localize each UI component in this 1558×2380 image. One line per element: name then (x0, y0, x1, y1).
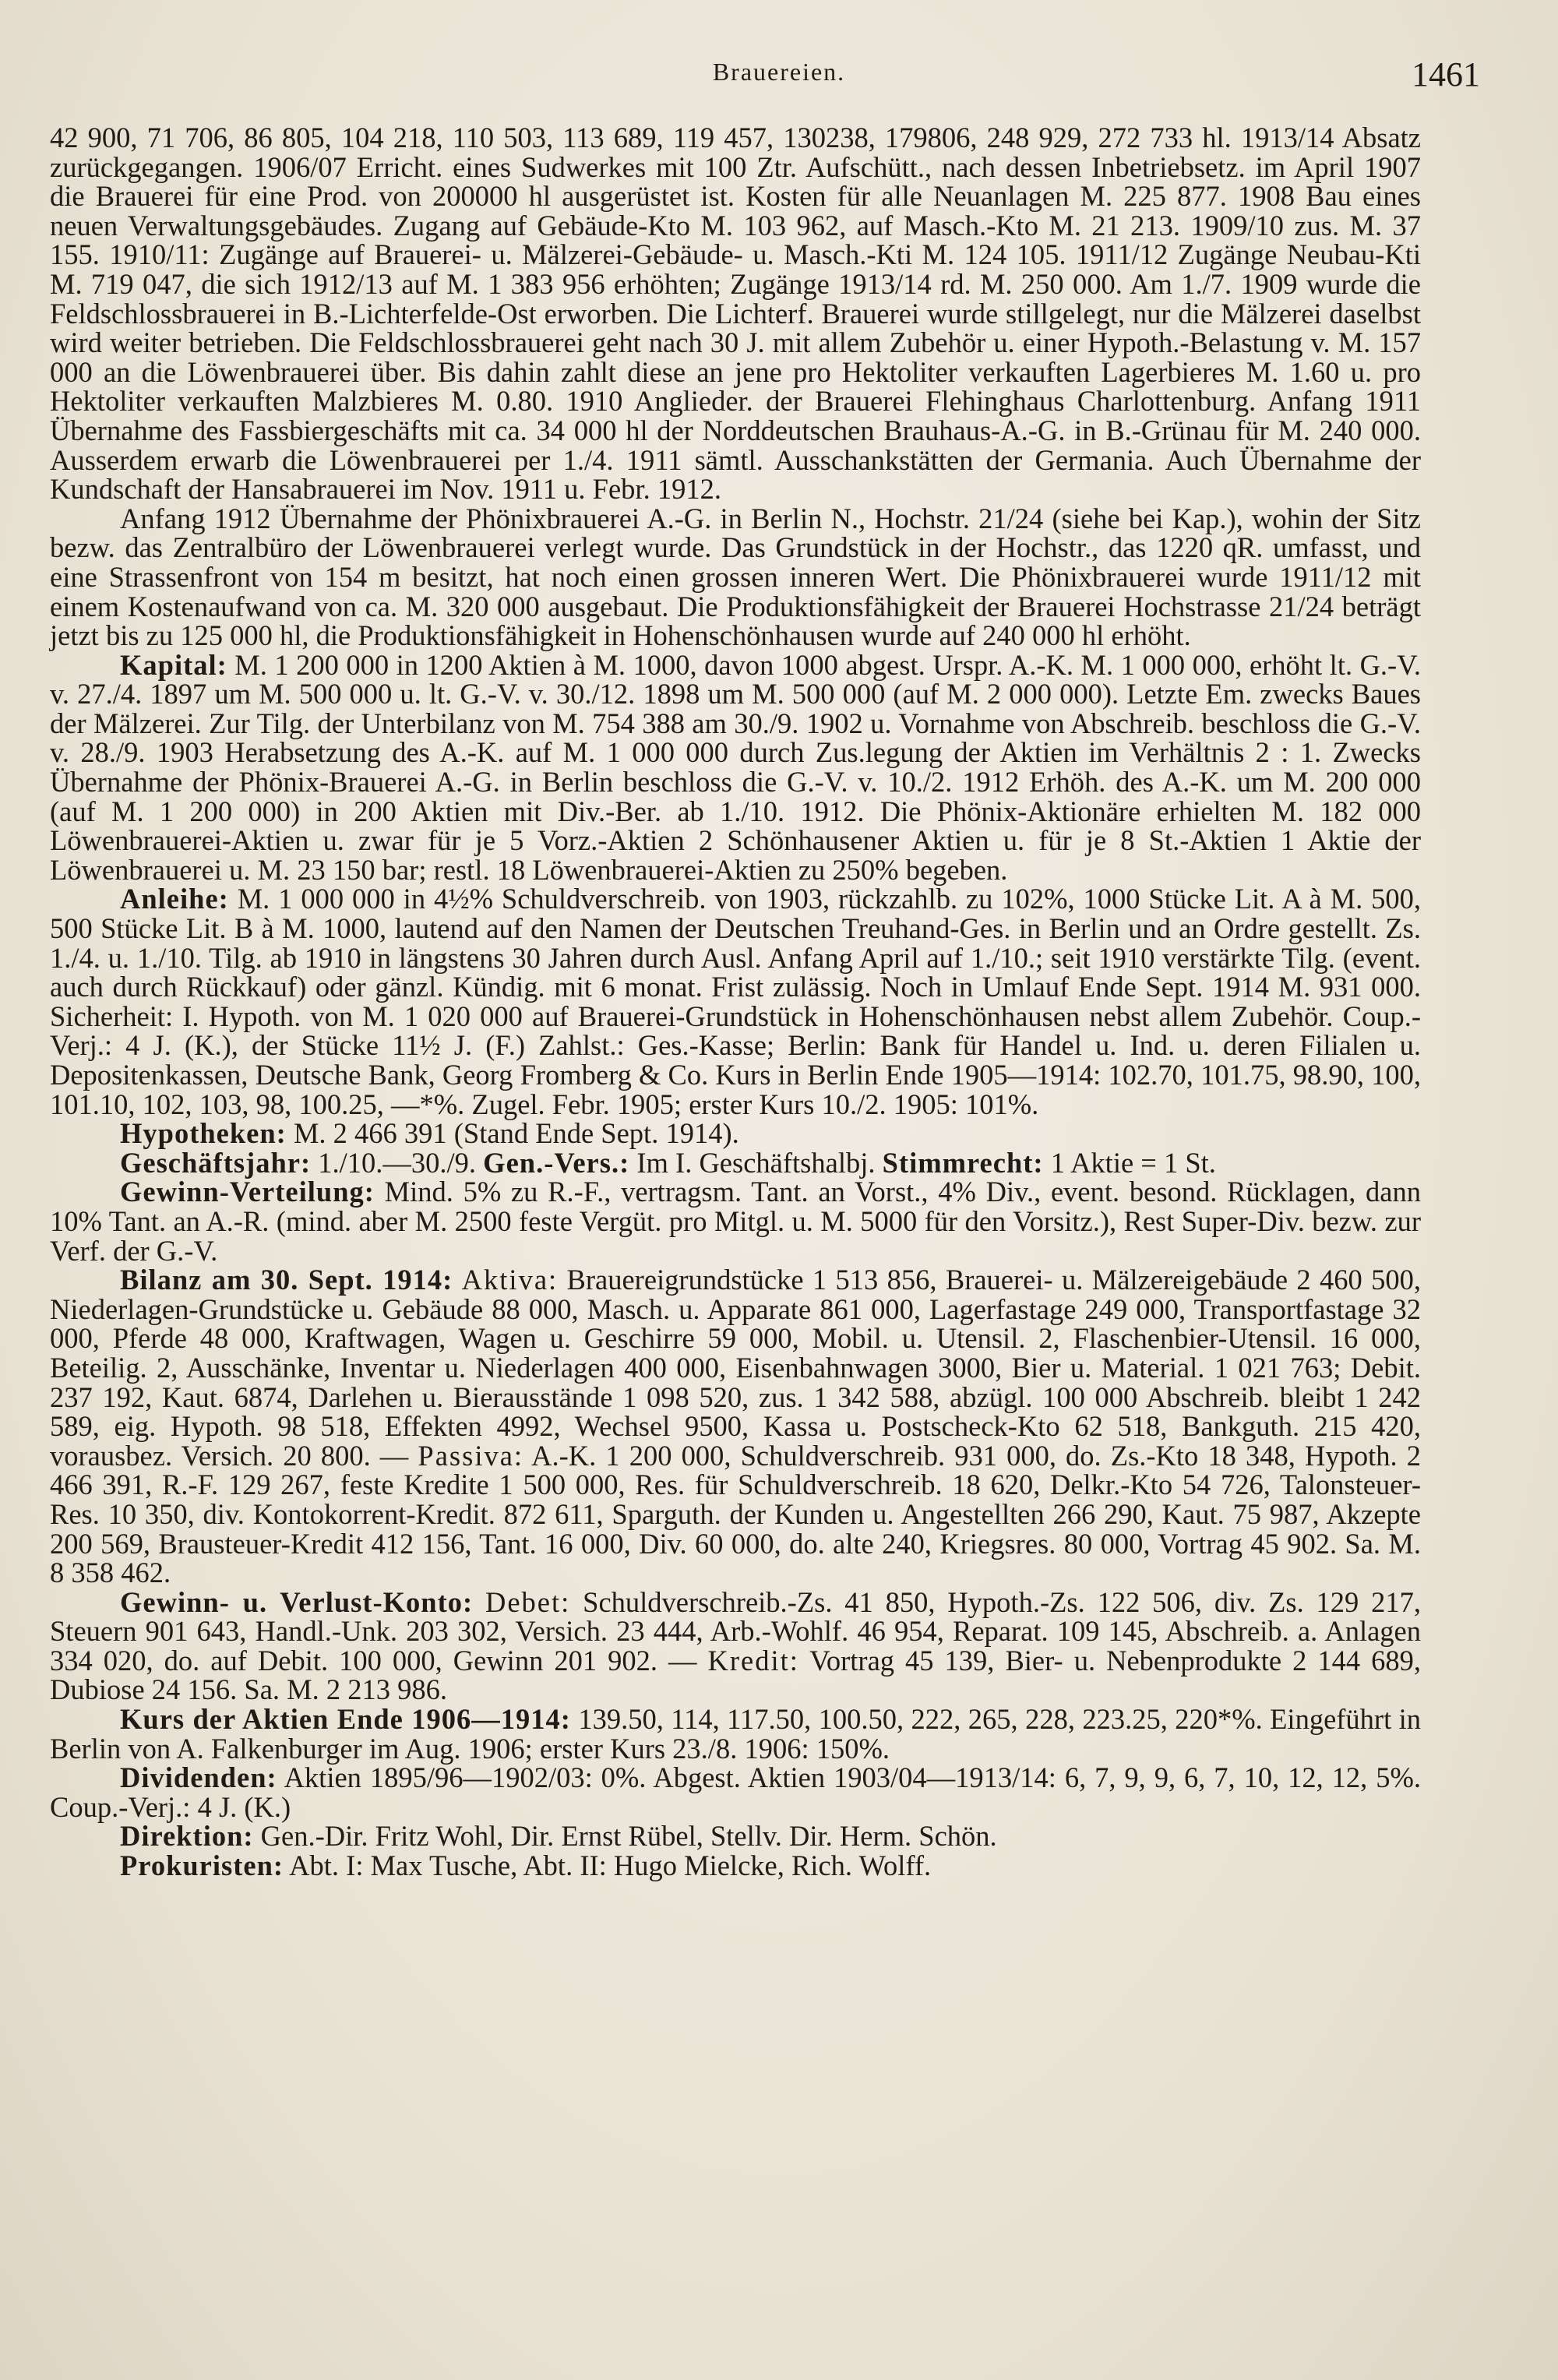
guv-debet-text: Schuldverschreib.-Zs. 41 850, Hypoth.-Zs. 122 506, div. Zs. 129 217, Steuern 901 643, Handl.-Unk. 203 302, Versich. 23 444, Arb.-Wohlf. 46 954, Reparat. 109 145, Abschreib. a. Anlagen 334 020, do. auf Debit. 100 000, Gewinn 201 902. — (50, 1585, 1422, 1677)
guv-debet-label: Debet: (485, 1585, 571, 1618)
section-kapital (50, 648, 1421, 886)
bilanz-aktiva-label: Aktiva: (461, 1264, 559, 1296)
section-bilanz (50, 1265, 1421, 1588)
page-header (47, 47, 1511, 101)
genvers-label: Gen.-Vers.: (483, 1146, 630, 1179)
section-gewinnverteilung (50, 1177, 1421, 1265)
stimmrecht-text: 1 Aktie = 1 St. (1050, 1146, 1216, 1179)
section-hypotheken (50, 1119, 1421, 1148)
section-guv (50, 1585, 1422, 1706)
geschaeftsjahr-label: Geschäftsjahr: (120, 1146, 312, 1179)
bilanz-aktiva-text: Brauereigrundstücke 1 513 856, Brauerei- u. Mälzereigebäude 2 460 500, Niederlagen-Grundstücke u. Gebäude 88 000, Masch. u. Apparate 861 000, Lagerfastage 249 000, Transportfastage 32 000, Pferde 48 000, Kraftwagen, Wagen u. Geschirre 59 000, Mobil. u. Utensil. 2, Flaschenbier-Utensil. 16 000, Beteilig. 2, Ausschänke, Inventar u. Niederlagen 400 000, Eisenbahnwagen 3000, Bier u. Material. 1 021 763; Debit. 237 192, Kaut. 6874, Darlehen u. Bierausstände 1 098 520, zus. 1 342 588, abzügl. 100 000 Abschreib. bleibt 1 242 589, eig. Hypoth. 98 518, Effekten 4992, Wechsel 9500, Kassa u. Postscheck-Kto 62 518, Bankguth. 215 420, vorausbez. Versich. 20 800. — (50, 1264, 1421, 1472)
kurs-label: Kurs der Aktien Ende 1906—1914: (120, 1703, 571, 1736)
geschaeftsjahr-text: 1./10.—30./9. (318, 1146, 477, 1179)
gewinnverteilung-text: Mind. 5% zu R.-F., vertragsm. Tant. an Vorst., 4% Div., event. besond. Rücklagen, dann 10% Tant. an A.-R. (mind. aber M. 2500 feste Vergüt. pro Mitgl. u. M. 5000 für den Vorsitz.), Rest Super-Div. bezw. zur Verf. der G.-V. (50, 1176, 1421, 1267)
kapital-label: Kapital: (120, 648, 227, 681)
kapital-text: M. 1 200 000 in 1200 Aktien à M. 1000, davon 1000 abgest. Urspr. A.-K. M. 1 000 000, erhöht lt. G.-V. v. 27./4. 1897 um M. 500 000 u. lt. G.-V. v. 30./12. 1898 um M. 500 000 (auf M. 2 000 000). Letzte Em. zwecks Baues der Mälzerei. Zur Tilg. der Unterbilanz von M. 754 388 am 30./9. 1902 u. Vornahme von Abschreib. beschloss die G.-V. v. 28./9. 1903 Herabsetzung des A.-K. auf M. 1 000 000 durch Zus.legung der Aktien im Verhältnis 2 : 1. Zwecks Übernahme der Phönix-Brauerei A.-G. in Berlin beschloss die G.-V. v. 10./2. 1912 Erhöh. des A.-K. um M. 200 000 (auf M. 1 200 000) in 200 Aktien mit Div.-Ber. ab 1./10. 1912. Die Phönix-Aktionäre erhielten M. 182 000 Löwenbrauerei-Aktien u. zwar für je 5 Vorz.-Aktien 2 Schönhausener Aktien u. für je 8 St.-Aktien 1 Aktie der Löwenbrauerei u. M. 23 150 bar; restl. 18 Löwenbrauerei-Aktien zu 250% begeben. (50, 648, 1421, 886)
section-prokuristen (50, 1851, 1421, 1881)
guv-kredit-text: Vortrag 45 139, Bier- u. Nebenprodukte 2 144 689, Dubiose 24 156. Sa. M. 2 213 986. (50, 1644, 1422, 1706)
gewinnverteilung-label: Gewinn-Verteilung: (120, 1176, 375, 1208)
dividenden-text: Aktien 1895/96—1902/03: 0%. Abgest. Aktien 1903/04—1913/14: 6, 7, 9, 9, 6, 7, 10, 12, 12, 5%. Coup.-Verj.: 4 J. (K.) (50, 1761, 1421, 1823)
anleihe-label: Anleihe: (120, 883, 229, 915)
section-geschaeftsjahr (50, 1148, 1421, 1178)
hypotheken-text: M. 2 466 391 (Stand Ende Sept. 1914). (293, 1117, 739, 1150)
direktion-label: Direktion: (120, 1820, 254, 1853)
direktion-text: Gen.-Dir. Fritz Wohl, Dir. Ernst Rübel, Stellv. Dir. Herm. Schön. (260, 1820, 997, 1853)
bilanz-passiva-label: Passiva: (418, 1439, 524, 1472)
dividenden-label: Dividenden: (120, 1761, 277, 1794)
running-head: Brauereien. (712, 58, 846, 86)
guv-label: Gewinn- u. Verlust-Konto: (120, 1585, 474, 1618)
section-anleihe (50, 884, 1421, 1119)
section-kurs (50, 1705, 1421, 1763)
bilanz-label: Bilanz am 30. Sept. 1914: (120, 1264, 453, 1296)
anleihe-text: M. 1 000 000 in 4½% Schuldverschreib. von 1903, rückzahlb. zu 102%, 1000 Stücke Lit. A à M. 500, 500 Stücke Lit. B à M. 1000, lautend auf den Namen der Deutschen Treuhand-Ges. in Berlin und an Ordre gestellt. Zs. 1./4. u. 1./10. Tilg. ab 1910 in längstens 30 Jahren durch Ausl. Anfang April auf 1./10.; seit 1910 verstärkte Tilg. (event. auch durch Rückkauf) oder gänzl. Kündig. mit 6 monat. Frist zulässig. Noch in Umlauf Ende Sept. 1914 M. 931 000. Sicherheit: I. Hypoth. von M. 1 020 000 auf Brauerei-Grundstück in Hohenschönhausen nebst allem Zubehör. Coup.-Verj.: 4 J. (K.), der Stücke 11½ J. (F.) Zahlst.: Ges.-Kasse; Berlin: Bank für Handel u. Ind. u. deren Filialen u. Depositenkassen, Deutsche Bank, Georg Fromberg & Co. Kurs in Berlin Ende 1905—1914: 102.70, 101.75, 98.90, 100, 101.10, 102, 103, 98, 100.25, —*%. Zugel. Febr. 1905; erster Kurs 10./2. 1905: 101%. (50, 883, 1422, 1120)
page-body (50, 123, 1421, 1881)
section-dividenden (50, 1763, 1421, 1821)
genvers-text: Im I. Geschäftshalbj. (636, 1146, 876, 1179)
paragraph-history: 42 900, 71 706, 86 805, 104 218, 110 503, 113 689, 119 457, 130238, 179806, 248 929, 272 733 hl. 1913/14 Absatz zurückgegangen. 1906/07 Erricht. eines Sudwerkes mit 100 Ztr. Aufschütt., nach dessen Inbetriebsetz. im April 1907 die Brauerei für eine Prod. von 200000 hl ausgerüstet ist. Kosten für alle Neuanlagen M. 225 877. 1908 Bau eines neuen Verwaltungsgebäudes. Zugang auf Gebäude-Kto M. 103 962, auf Masch.-Kto M. 21 213. 1909/10 zus. M. 37 155. 1910/11: Zugänge auf Brauerei- u. Mälzerei-Gebäude- u. Masch.-Kti M. 124 105. 1911/12 Zugänge Neubau-Kti M. 719 047, die sich 1912/13 auf M. 1 383 956 erhöhten; Zugänge 1913/14 rd. M. 250 000. Am 1./7. 1909 wurde die Feldschlossbrauerei in B.-Lichterfelde-Ost erworben. Die Lichterf. Brauerei wurde stillgelegt, nur die Mälzerei daselbst wird weiter betrieben. Die Feldschlossbrauerei geht nach 30 J. mit allem Zubehör u. einer Hypoth.-Belastung v. M. 157 000 an die Löwenbrauerei über. Bis dahin zahlt diese an jene pro Hektoliter verkauften Lagerbieres M. 1.60 u. pro Hektoliter verkauften Malzbieres M. 0.80. 1910 Anglieder. der Brauerei Flehinghaus Charlottenburg. Anfang 1911 Übernahme des Fassbiergeschäfts mit ca. 34 000 hl der Norddeutschen Brauhaus-A.-G. in B.-Grünau für M. 240 000. Ausserdem erwarb die Löwenbrauerei per 1./4. 1911 sämtl. Ausschankstätten der Germania. Auch Übernahme der Kundschaft der Hansabrauerei im Nov. 1911 u. Febr. 1912. (50, 122, 1421, 506)
hypotheken-label: Hypotheken: (120, 1117, 287, 1150)
section-direktion (50, 1821, 1421, 1851)
guv-kredit-label: Kredit: (707, 1644, 799, 1677)
bilanz-passiva-text: A.-K. 1 200 000, Schuldverschreib. 931 000, do. Zs.-Kto 18 348, Hypoth. 2 466 391, R.-F. 129 267, feste Kredite 1 500 000, Res. für Schuldverschreib. 18 620, Delkr.-Kto 54 726, Talonsteuer-Res. 10 350, div. Kontokorrent-Kredit. 872 611, Sparguth. der Kunden u. Angestellten 266 290, Kaut. 75 987, Akzepte 200 569, Brausteuer-Kredit 412 156, Tant. 16 000, Div. 60 000, do. alte 240, Kriegsres. 80 000, Vortrag 45 902. Sa. M. 8 358 462. (50, 1439, 1421, 1589)
page-number: 1461 (1412, 55, 1480, 93)
stimmrecht-label: Stimmrecht: (882, 1146, 1044, 1179)
paragraph-phoenix: Anfang 1912 Übernahme der Phönixbrauerei A.-G. in Berlin N., Hochstr. 21/24 (siehe bei Kap.), wohin der Sitz bezw. das Zentralbüro der Löwenbrauerei verlegt wurde. Das Grundstück in der Hochstr., das 1220 qR. umfasst, und eine Strassenfront von 154 m besitzt, hat noch einen grossen inneren Wert. Die Phönixbrauerei wurde 1911/12 mit einem Kostenaufwand von ca. M. 320 000 ausgebaut. Die Produktionsfähigkeit der Brauerei Hochstrasse 21/24 beträgt jetzt bis zu 125 000 hl, die Produktionsfähigkeit in Hohenschönhausen wurde auf 240 000 hl erhöht. (50, 502, 1421, 652)
kurs-text: 139.50, 114, 117.50, 100.50, 222, 265, 228, 223.25, 220*%. Eingeführt in Berlin von A. Falkenburger im Aug. 1906; erster Kurs 23./8. 1906: 150%. (50, 1703, 1421, 1765)
prokuristen-label: Prokuristen: (120, 1849, 284, 1882)
prokuristen-text: Abt. I: Max Tusche, Abt. II: Hugo Mielcke, Rich. Wolff. (289, 1849, 932, 1882)
